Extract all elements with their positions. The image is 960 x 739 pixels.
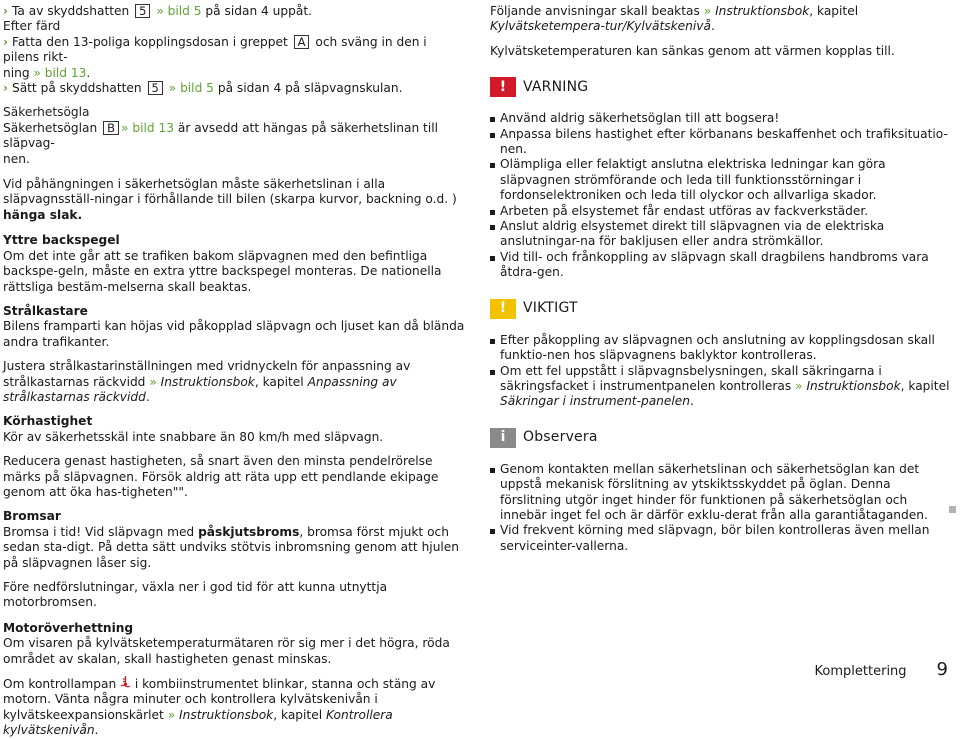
note-box-header <box>490 428 950 448</box>
key-label: A <box>294 35 310 49</box>
overheat-heading: Motoröverhettning <box>3 620 134 635</box>
figure-ref[interactable]: » bild 13 <box>33 65 87 80</box>
list-item: Vid frekvent körning med släpvagn, bör bilen kontrolleras även mellan serviceinter-vallerna. <box>490 523 950 554</box>
intro-text-2: Kylvätsketemperaturen kan sänkas genom att värmen kopplas till. <box>490 43 895 58</box>
warning-title: VARNING <box>523 78 589 95</box>
note-title: Observera <box>523 429 598 446</box>
warning-list <box>490 111 950 280</box>
list-item: Anpassa bilens hastighet efter körbanans beskaffenhet och trafiksituatio-nen. <box>490 127 950 158</box>
intro-text: Följande anvisningar skall beaktas » Instruktionsbok, kapitel Kylvätsketempera-tur/Kylvätskenivå. <box>490 4 859 34</box>
important-list <box>490 333 950 410</box>
list-item: Använd aldrig säkerhetsöglan till att bogsera! <box>490 111 950 126</box>
figure-ref[interactable]: » bild 5 <box>168 81 214 96</box>
key-label: 5 <box>135 4 150 18</box>
page-number: 9 <box>936 658 948 680</box>
chevron-right-icon: › <box>3 34 8 49</box>
list-item: Genom kontakten mellan säkerhetslinan och säkerhetsöglan kan det uppstå mekanisk förslitning av ytskiktsskyddet på öglan. Denna förslitning utgör inget hinder för funktionen på säkerhetsöglan och innebär inget fel och är därför exklu-derat från alla garantiåtaganden. <box>490 462 950 524</box>
safety-eye-heading: Säkerhetsögla <box>3 105 90 120</box>
list-item: Olämpliga eller felaktigt anslutna elektriska ledningar kan göra släpvagnen strömförande och leda till funktionsstörningar i fordonselektroniken och leda till olyckor och allvarliga skador. <box>490 157 950 203</box>
coolant-warning-lamp-icon <box>120 676 131 692</box>
speed-text: Kör av säkerhetsskäl inte snabbare än 80 km/h med släpvagn. <box>3 429 384 444</box>
footer-section-title: Komplettering <box>814 663 907 679</box>
figure-ref[interactable]: » bild 13 <box>121 120 174 135</box>
figure-ref[interactable]: » bild 5 <box>156 4 202 18</box>
page-footer <box>814 658 948 680</box>
right-column <box>490 4 950 554</box>
headlights-heading: Strålkastare <box>3 303 88 318</box>
important-title: VIKTIGT <box>523 299 578 316</box>
list-item: Arbeten på elsystemet får endast utföras av fackverkstäder. <box>490 204 950 219</box>
speed-reduce-text: Reducera genast hastigheten, så snart även den minsta pendelrörelse märks på släpvagnen. Försök aldrig att räta upp ett pendlande ekipage genom att öka has-tigheten"". <box>3 454 439 499</box>
list-item: Om ett fel uppstått i släpvagnsbelysningen, skall säkringarna i säkringsfacket i instrumentpanelen kontrolleras » Instruktionsbok, kapitel Säkringar i instrument-panelen. <box>490 364 950 410</box>
note-list <box>490 462 950 554</box>
important-box-header <box>490 299 950 319</box>
brakes-heading: Bromsar <box>3 509 61 524</box>
step-grip-socket: › Fatta den 13-poliga kopplingsdosan i greppet A och sväng in den i pilens rikt- ning » bild 13. <box>3 34 427 80</box>
headlights-adjust-text: Justera strålkastarinställningen med vridnyckeln för anpassning av strålkastarnas räckvidd » Instruktionsbok, kapitel Anpassning av strålkastarnas räckvidd. <box>3 359 411 404</box>
caution-icon: ! <box>490 299 516 319</box>
chevron-right-icon: › <box>3 4 8 18</box>
list-item: Vid till- och frånkoppling av släpvagn skall dragbilens handbroms vara åtdra-gen. <box>490 250 950 281</box>
headlights-text: Bilens framparti kan höjas vid påkopplad släpvagn och ljuset kan då blända andra trafikanter. <box>3 319 465 349</box>
warning-box-header <box>490 77 950 97</box>
safety-eye-text: Säkerhetsöglan B » bild 13 är avsedd att hängas på säkerhetslinan till släpvag- nen. <box>3 120 438 166</box>
step-put-cap: › Sätt på skyddshatten 5 » bild 5 på sidan 4 på släpvagnskulan. <box>3 81 403 96</box>
key-label: 5 <box>148 81 163 95</box>
info-icon: i <box>490 428 516 448</box>
warning-icon: ! <box>490 77 516 97</box>
left-column <box>3 4 465 739</box>
warning-lamp-text: Om kontrollampan i kombiinstrumentet blinkar, stanna och stäng av motorn. Vänta några minuter och kontrollera kylvätskenivån i kylvätskeexpansionskärlet » Instruktionsbok, kapitel Kontrollera kylvätskenivån. <box>3 677 436 738</box>
chevron-right-icon: › <box>3 81 8 96</box>
after-drive-heading: Efter färd <box>3 19 61 34</box>
list-item: Efter påkoppling av släpvagnen och anslutning av kopplingsdosan skall funktio-nen hos släpvagnens baklyktor kontrolleras. <box>490 333 950 364</box>
mirror-heading: Yttre backspegel <box>3 233 120 248</box>
mirror-text: Om det inte går att se trafiken bakom släpvagnen med den befintliga backspe-geln, måste en extra yttre backspegel monteras. De nationella rättsliga bestäm-melserna skall beaktas. <box>3 248 442 294</box>
speed-heading: Körhastighet <box>3 414 93 429</box>
end-square-icon <box>949 506 956 513</box>
key-label: B <box>103 121 119 135</box>
brakes-text: Bromsa i tid! Vid släpvagn med påskjutsbroms, bromsa först mjukt och sedan sta-digt. På detta sätt undviks stötvis inbromsning genom att hjulen på släpvagnen låser sig. <box>3 524 460 570</box>
hook-text: Vid påhängningen i säkerhetsöglan måste säkerhetslinan i alla släpvagnsställ-ningar i förhållande till bilen (skarpa kurvor, backning o.d. ) hänga slak. <box>3 177 457 222</box>
downhill-gear-text: Före nedförslutningar, växla ner i god tid för att kunna utnyttja motorbromsen. <box>3 580 388 610</box>
step-remove-cap: › Ta av skyddshatten 5 » bild 5 på sidan 4 uppåt. <box>3 4 312 18</box>
overheat-text: Om visaren på kylvätsketemperaturmätaren rör sig mer i det högra, röda området av skalan, skall hastigheten genast minskas. <box>3 636 450 666</box>
list-item: Anslut aldrig elsystemet direkt till släpvagnen via de elektriska anslutningar-na för bakljusen eller andra strömkällor. <box>490 219 950 250</box>
